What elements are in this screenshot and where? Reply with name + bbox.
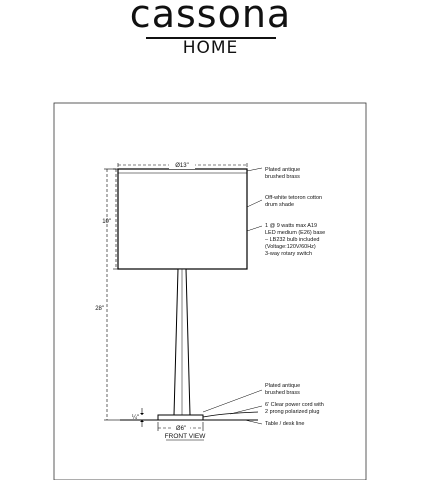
brand-name: cassona: [129, 0, 292, 36]
brand-subtitle: HOME: [182, 38, 239, 58]
overall-height-label: 28": [95, 306, 104, 312]
shade-diameter-label: Ø13": [175, 163, 189, 169]
callout-shade: Off-white tetoron cotton drum shade: [265, 195, 323, 208]
callout-top-finish: Plated antique brushed brass: [265, 167, 301, 180]
view-label: FRONT VIEW: [164, 433, 206, 440]
callout-table-line: Table / desk line: [265, 421, 305, 427]
leader-top-finish: [247, 168, 262, 171]
callout-cord: 6' Clear power cord with 2 prong polarized plug: [265, 402, 324, 415]
leader-table-line: [245, 420, 262, 424]
lamp-base: [158, 415, 203, 420]
base-thickness-label: ¼": [131, 415, 139, 421]
shade-height-label: 10": [102, 219, 111, 225]
leader-bulb: [247, 226, 262, 231]
drawing-frame: [54, 103, 366, 480]
base-diameter-label: Ø6": [175, 426, 187, 432]
leader-base-finish: [203, 390, 262, 412]
callout-base-finish: Plated antique brushed brass: [265, 383, 301, 396]
lamp-shade: [118, 169, 247, 269]
base-thickness-arrowhead-top: [140, 413, 144, 415]
callout-bulb: 1 @ 9 watts max A19 LED medium (E26) base – LB232 bulb included (Voltage:120V/60Hz) 3-way rotary switch: [265, 223, 326, 257]
leader-shade: [247, 200, 262, 207]
power-cord: [203, 412, 258, 417]
